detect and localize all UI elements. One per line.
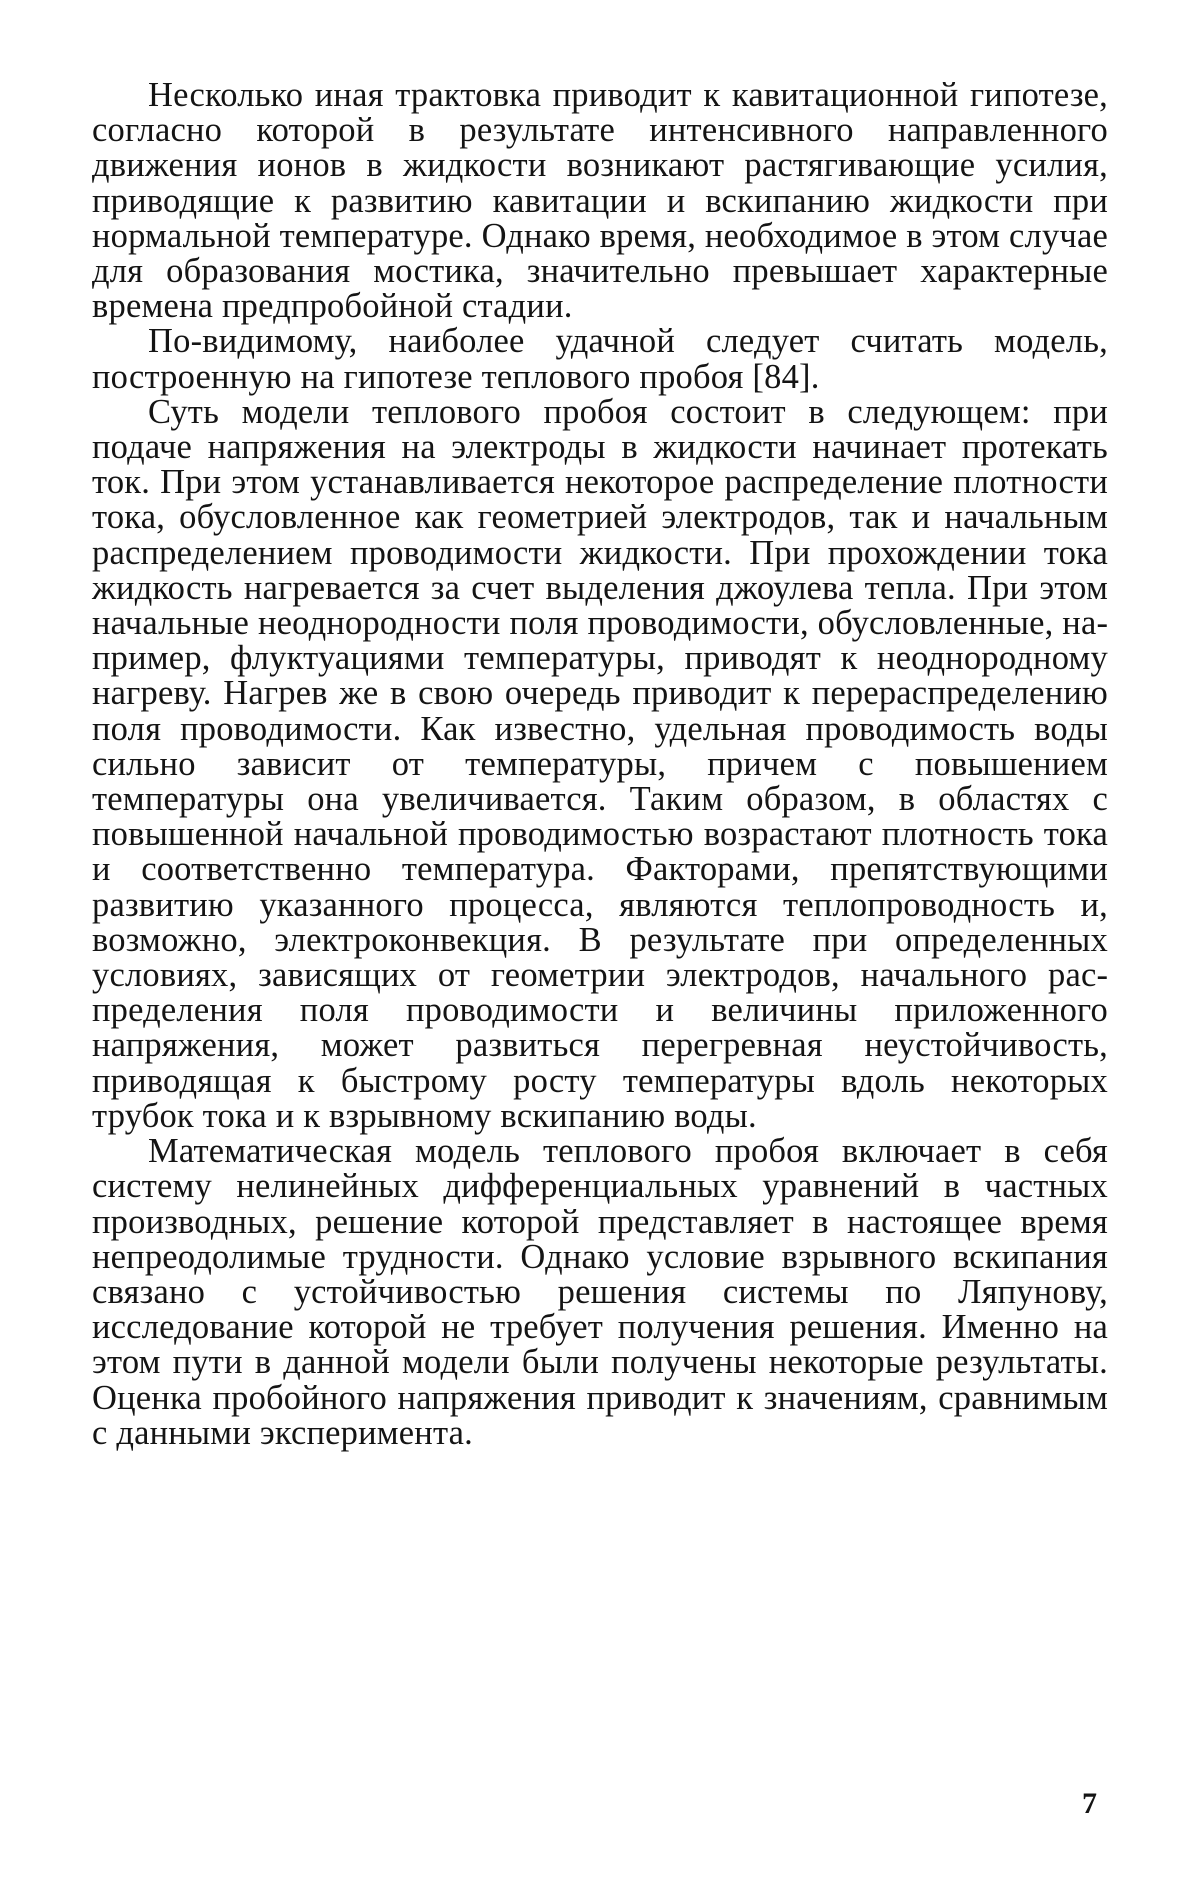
paragraph-cavitation-hypothesis: Несколько иная трактовка приводит к кавитационной гипотезе, согласно которой в результате интенсивного направленного движения ионов в жидкости возникают растягивающие усилия, приводящие к развитию кавитации и вскипанию жидкости при нормальной температуре. Однако время, необходимое в этом случае для образования мостика, значительно превышает характерные времена предпробойной стадии.: [92, 76, 1108, 326]
paragraph-thermal-breakdown-intro: По-видимому, наиболее удачной следует считать модель, построенную на гипотезе теплового пробоя [84].: [92, 322, 1108, 396]
paragraph-thermal-breakdown-model: Суть модели теплового пробоя состоит в следующем: при подаче напряжения на электроды в жидкости начинает протекать ток. При этом устанавливается некоторое распределение плотности тока, обусловленное как геометрией электродов, так и начальным распределением проводимости жидкости. При прохождении тока жидкость нагревается за счет выделения джоулева тепла. При этом начальные неоднородности поля проводимости, обусловленные, например, флуктуациями температуры, приводят к неоднородному нагреву. Нагрев же в свою очередь приводит к перераспределению поля проводимости. Как известно, удельная проводимость воды сильно зависит от температуры, причем с повышением температуры она увеличивается. Таким образом, в областях с повышенной начальной проводимостью возрастают плотность тока и соответственно температура. Факторами, препятствующими развитию указанного процесса, являются теплопроводность и, возможно, электроконвекция. В результате при определенных условиях, зависящих от геометрии электродов, начального распределения поля проводимости и величины приложенного напряжения, может развиться перегревная неустойчивость, приводящая к быстрому росту температуры вдоль некоторых трубок тока и к взрывному вскипанию воды.: [92, 392, 1108, 1135]
paragraph-mathematical-model: Математическая модель теплового пробоя включает в себя систему нелинейных дифференциальных уравнений в частных производных, решение которой представляет в настоящее время непреодолимые трудности. Однако условие взрывного вскипания связано с устойчивостью решения системы по Ляпунову, исследование которой не требует получения решения. Именно на этом пути в данной модели были получены некоторые результаты. Оценка пробойного напряжения приводит к значениям, сравнимым с данными эксперимента.: [92, 1132, 1108, 1452]
page-text: [92, 78, 1108, 1451]
page-number: 7: [1082, 1787, 1097, 1820]
